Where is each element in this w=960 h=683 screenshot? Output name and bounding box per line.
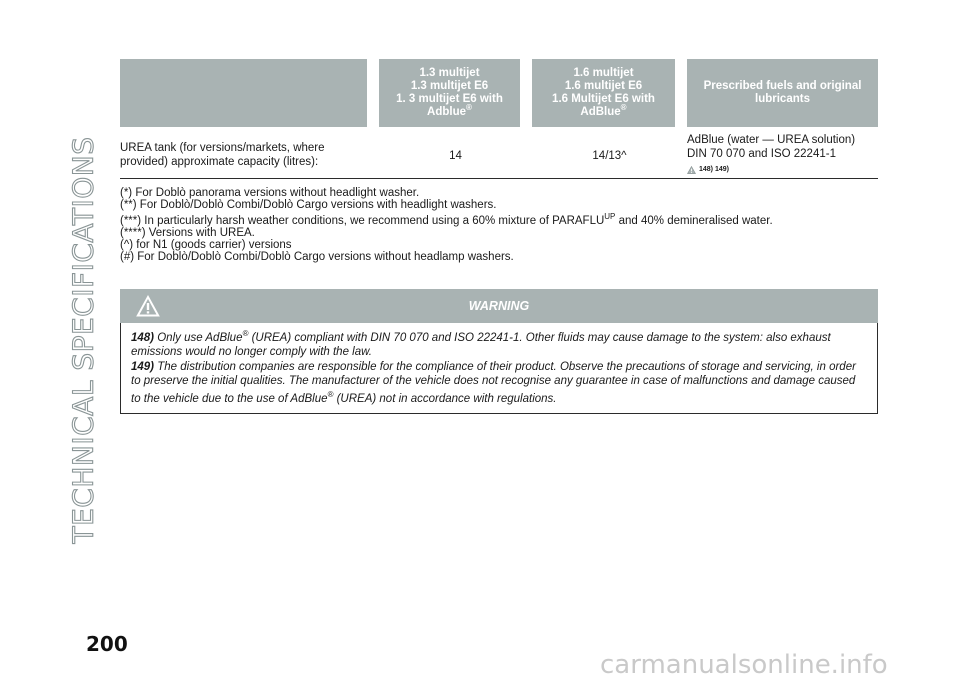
superscript: UP: [604, 212, 616, 221]
header-empty-cell: [120, 59, 367, 127]
registered-mark: ®: [242, 329, 249, 338]
footnote: (****) Versions with UREA.: [120, 226, 255, 239]
table-row: [120, 127, 878, 179]
watermark: carmanualsonline.info: [600, 650, 888, 680]
fuel-spec-line: DIN 70 070 and ISO 22241-1: [687, 148, 836, 160]
fuel-spec: [687, 127, 878, 178]
header-line: 1. 3 multijet E6 with: [396, 93, 503, 105]
page-number: 200: [86, 632, 128, 656]
warning-box: [120, 289, 878, 414]
row-label-line: UREA tank (for versions/markets, where: [120, 142, 325, 154]
value-13-multijet: 14: [449, 150, 462, 162]
warning-ref-numbers[interactable]: 148) 149): [699, 166, 729, 173]
footnote: (^) for N1 (goods carrier) versions: [120, 238, 292, 251]
warning-item-number: 148): [131, 331, 155, 344]
row-label: [120, 127, 379, 178]
warning-triangle-icon: [136, 295, 160, 317]
footnote: (#) For Doblò/Doblò Combi/Doblò Cargo versions without headlamp washers.: [120, 250, 514, 263]
warning-header: [120, 289, 878, 323]
header-line: lubricants: [755, 93, 810, 105]
footnote: (**) For Doblò/Doblò Combi/Doblò Cargo versions with headlight washers.: [120, 199, 497, 211]
warning-item-text: (UREA) not in accordance with regulations.: [333, 392, 557, 405]
header-line: 1.6 Multijet E6 with: [552, 93, 655, 105]
header-fuels: [687, 59, 878, 127]
section-title-text: TECHNICAL SPECIFICATIONS: [66, 136, 100, 544]
warning-title: WARNING: [468, 299, 530, 313]
header-line: [580, 103, 627, 119]
warning-item-text: (UREA) compliant with DIN 70 070 and ISO 22241-1. Other fluids may cause damage to the system: also exhaust emissions would no longer comply with the law.: [131, 331, 831, 358]
warning-item: [131, 360, 865, 406]
header-line-text: AdBlue: [580, 106, 621, 118]
row-label-line: provided) approximate capacity (litres):: [120, 156, 319, 168]
footnote: [120, 211, 773, 227]
footnote-text: (***) In particularly harsh weather conditions, we recommend using a 60% mixture of PARAFLU: [120, 214, 605, 227]
value-16-multijet: 14/13^: [592, 150, 627, 162]
header-line-text: Adblue: [427, 106, 467, 118]
warning-triangle-icon: [687, 166, 696, 174]
warning-refs: [687, 163, 878, 177]
header-engine-16: [532, 59, 675, 127]
registered-mark: ®: [327, 389, 334, 399]
registered-mark: ®: [466, 103, 472, 113]
registered-mark: ®: [620, 103, 627, 113]
fuel-spec-line: AdBlue (water — UREA solution): [687, 134, 856, 146]
warning-item-number: 149): [131, 360, 155, 373]
footnote-text: and 40% demineralised water.: [615, 214, 773, 227]
spec-table: [120, 59, 878, 179]
footnotes: [120, 187, 773, 263]
header-line: Prescribed fuels and original: [703, 80, 862, 92]
header-line: 1.3 multijet: [419, 67, 480, 79]
header-line: 1.3 multijet E6: [410, 80, 489, 92]
header-line: 1.6 multijet E6: [564, 80, 643, 92]
warning-body: [120, 323, 878, 414]
footnote: (*) For Doblò panorama versions without headlight washer.: [120, 187, 420, 199]
table-header-row: [120, 59, 878, 127]
header-line: 1.6 multijet: [573, 67, 634, 79]
header-line: [427, 103, 472, 119]
warning-item-text: Only use AdBlue: [157, 331, 243, 344]
warning-item-text: The distribution companies are responsible for the compliance of their product. Observe the precautions of storage and servicing, in order to preserve the initial qualities. The manufacturer of the vehicle does not recognise any guarantee in case of malfunctions and damage caused to the vehicle due to the use of AdBlue: [131, 360, 856, 405]
warning-item: [131, 327, 865, 359]
header-engine-13: [379, 59, 520, 127]
